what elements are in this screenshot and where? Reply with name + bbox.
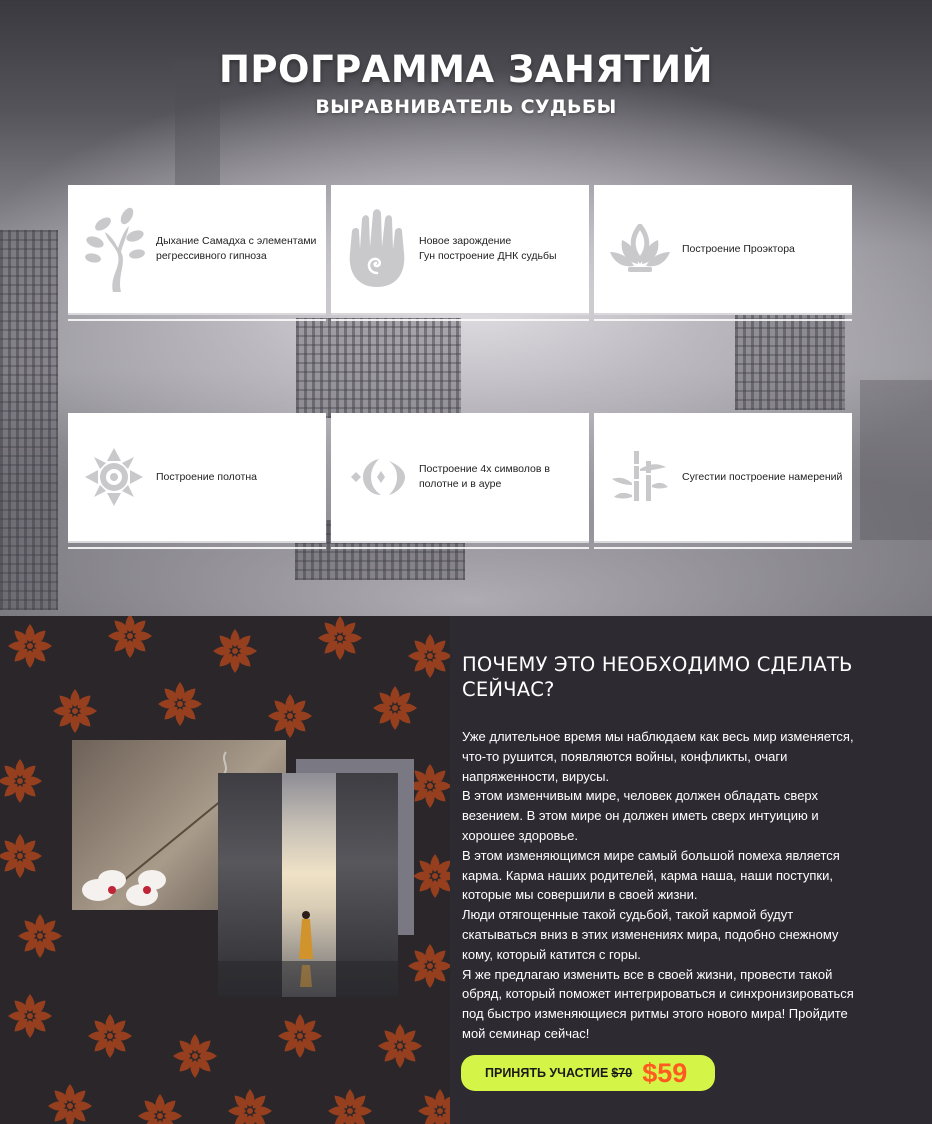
program-card-text: Сугестии построение намерений: [682, 470, 843, 483]
why-paragraph: В этом изменчивым мире, человек должен обладать сверх везением. В этом мире он должен иметь сверх интуицию и хорошее здоровье.: [462, 788, 819, 843]
program-card: [68, 413, 326, 543]
bamboo-icon: [600, 437, 680, 517]
program-card: [594, 185, 852, 315]
page-title: ПРОГРАММА ЗАНЯТИЙ: [218, 48, 714, 91]
why-section: [0, 616, 932, 1124]
hamsa-hand-icon: [337, 209, 417, 289]
tree-icon: [74, 209, 154, 289]
program-card-text: Построение 4х символов в полотне и в ауре: [419, 463, 550, 490]
program-card-text: Построение полотна: [156, 470, 257, 483]
background-building: [735, 310, 845, 410]
why-paragraph: Я же предлагаю изменить все в своей жизни, провести такой обряд, который поможет интегрироваться и синхронизироваться под быстро изменяющиеся ритмы этого нового мира! Пройдите мой семинар сейчас!: [462, 966, 854, 1041]
old-price: $70: [611, 1066, 633, 1080]
program-card: [68, 185, 326, 315]
why-paragraph: В этом изменяющимся мире самый большой помеха является карма. Карма наших родителей, карма наша, наши поступки, которые мы совершили в своей жизни.: [462, 847, 840, 903]
page-subtitle: ВЫРАВНИВАТЕЛЬ СУДЬБЫ: [315, 96, 617, 118]
temple-gate-photo: [218, 773, 398, 997]
join-button-label: ПРИНЯТЬ УЧАСТИЕ: [485, 1066, 609, 1080]
background-building: [296, 318, 461, 418]
moon-symbols-icon: [337, 437, 417, 517]
why-body: [462, 727, 862, 1044]
why-title: ПОЧЕМУ ЭТО НЕОБХОДИМО СДЕЛАТЬ СЕЙЧАС?: [462, 653, 853, 701]
program-card: [331, 185, 589, 315]
program-card-text: Построение Проэктора: [682, 242, 795, 255]
background-building: [0, 230, 58, 610]
why-paragraph: Уже длительное время мы наблюдаем как весь мир изменяется, что-то рушится, появляются войны, конфликты, очаги напряженности, вирусы.: [462, 729, 854, 784]
program-card-text: Новое зарождение Гун построение ДНК судьбы: [419, 235, 557, 262]
join-button[interactable]: [461, 1055, 715, 1091]
program-card: [594, 413, 852, 543]
program-card-text: Дыхание Самадха с элементами регрессивного гипноза: [156, 235, 317, 262]
program-card: [331, 413, 589, 543]
lotus-icon: [600, 209, 680, 289]
new-price: $59: [642, 1057, 688, 1088]
background-building: [860, 380, 932, 540]
why-paragraph: Люди отягощенные такой судьбой, такой кармой будут скатываться вниз в этих изменениях мира, подобно снежному кому, который катится с горы.: [462, 907, 839, 962]
mandala-icon: [74, 437, 154, 517]
